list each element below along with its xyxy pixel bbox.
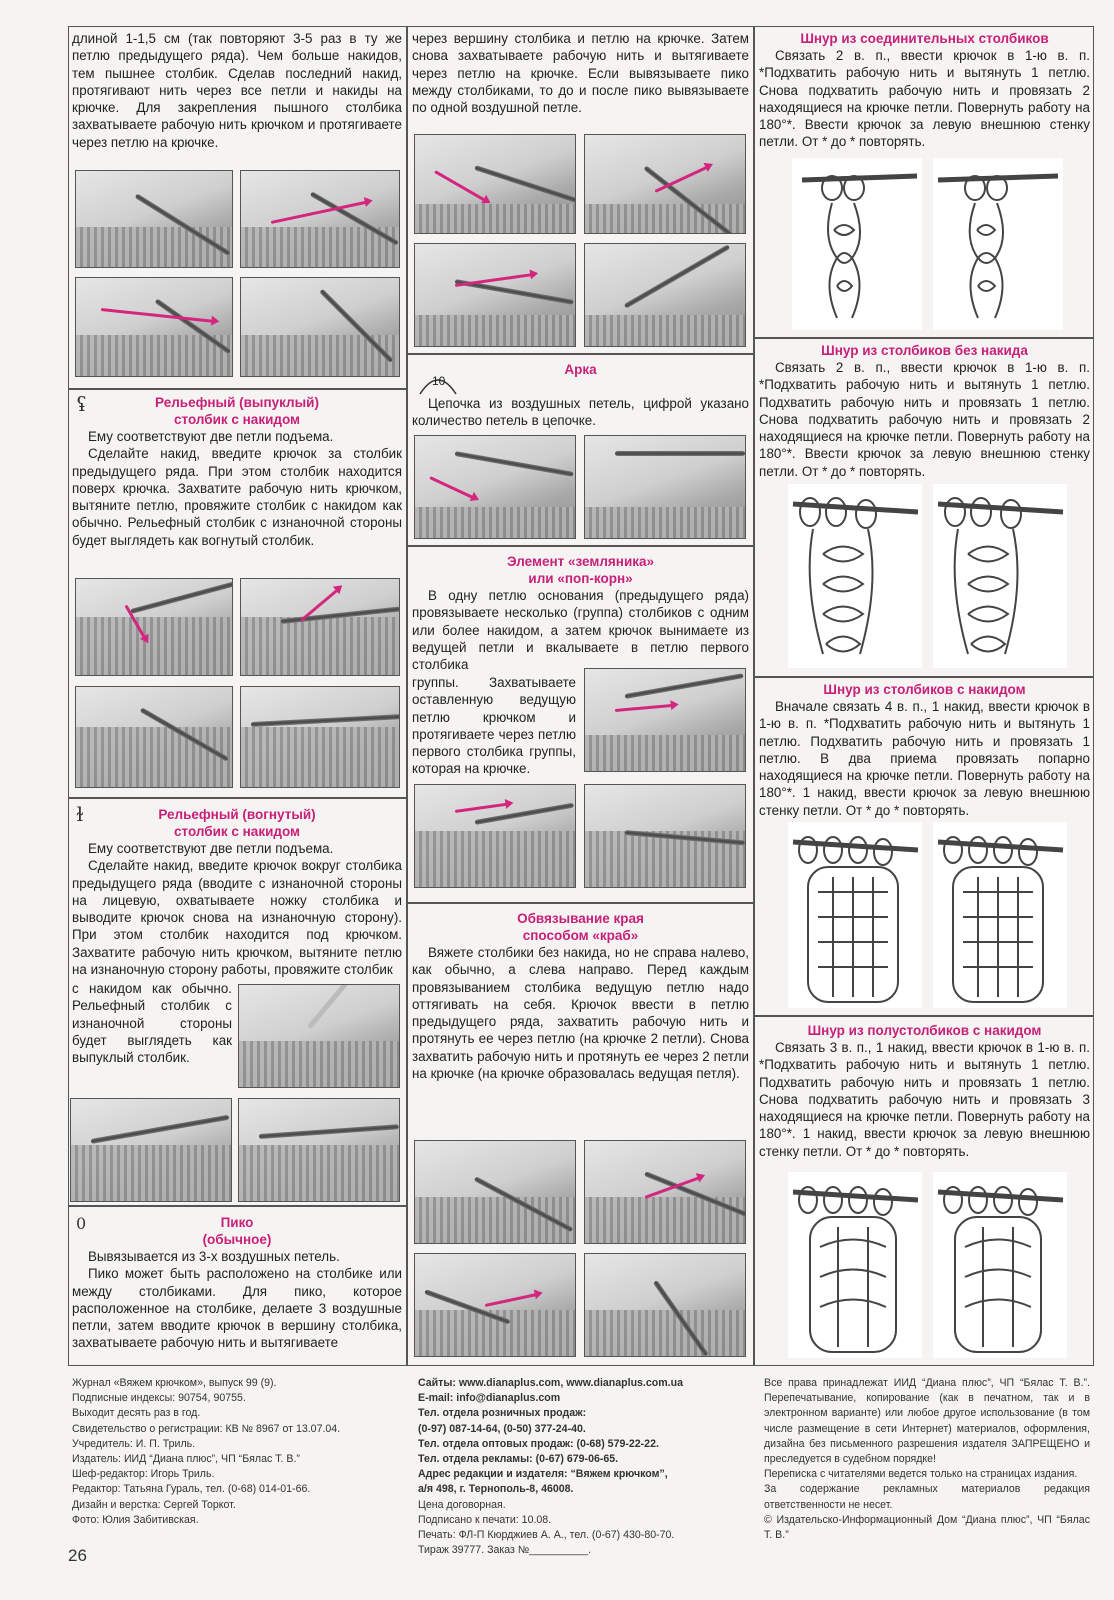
cord-diagram — [788, 822, 922, 1008]
relief-raised-stitch-symbol-icon: ʢ — [76, 392, 87, 416]
cord-diagram — [792, 158, 922, 330]
section-divider — [68, 388, 406, 390]
paragraph: Ему соответствуют две петли подъема. — [88, 429, 334, 444]
section-title: Шнур из соединительных столбиков — [800, 31, 1049, 46]
paragraph: Связать 2 в. п., ввести крючок в 1-ю в. п. *Подхватить рабочую нить и вытянуть 1 петлю. Снова подхватить рабочую нить и провязать 2 находящиеся на крючке петли. Повернуть работу на 180°*. Ввести крючок за левую внешнюю стенку петли. От * до * повторять. — [759, 48, 1090, 150]
section-title: (обычное) — [202, 1232, 272, 1247]
section-divider — [406, 545, 753, 547]
paragraph: Цепочка из воздушных петель, цифрой указано количество петель в цепочке. — [412, 396, 749, 429]
paragraph: Ему соответствуют две петли подъема. — [88, 841, 334, 856]
photo — [240, 277, 400, 377]
rights-text: Все права принадлежат ИИД “Диана плюс”, ЧП “Бялас Т. В.”. Перепечатывание, копирование (как в печатном, так и в электронном варианте) или любое другое использование (в том числе размещение в сети Интернет) материалов, оформления, дизайна без письменного разрешения издателя ЗАПРЕЩЕНО и преследуется в судебном порядке! — [764, 1377, 1090, 1466]
paragraph: с накидом как обычно. Рельефный столбик с изнаночной стороны будет выглядеть как выпуклый столбик. — [72, 981, 232, 1066]
paragraph: группы. Захватываете оставленную ведущую петлю крючком и протягиваете через петлю первого столбика группы, которая на крючке. — [412, 675, 576, 777]
section-title: Рельефный (выпуклый) — [155, 395, 319, 410]
paragraph: Связать 3 в. п., 1 накид, ввести крючок в 1-ю в. п. *Подхватить рабочую нить и вытянуть 1 петлю. Подхватить рабочую нить и провязать 1 петлю. Снова подхватить рабочую нить и провязать 3 находящиеся на крючке петли. Повернуть работу на 180°*. 1 накид, ввести крючок за левую внешнюю стенку петли. От * до * повторять. — [759, 1040, 1090, 1159]
photo — [240, 170, 400, 268]
paragraph: Пико может быть расположено на столбике или между столбиками. Для пико, которое расположенное на столбике, делаете 3 воздушные петли, затем вводите крючок в вершину столбика, захватываете рабочую нить и вытягиваете — [72, 1266, 402, 1351]
cord-diagram — [788, 484, 922, 668]
section-title: Шнур из столбиков без накида — [821, 343, 1028, 358]
paragraph: Сделайте накид, введите крючок за столбик предыдущего ряда. При этом столбик находится поверх крючка. Захватите рабочую нить крючком, вытяните петлю, провяжите столбик с накидом как обычно. Рельефный столбик с изнаночной стороны будет выглядеть как вогнутый столбик. — [72, 446, 402, 548]
imprint-line: Издатель: ИИД “Диана плюс”, ЧП “Бялас Т. В.” — [72, 1453, 300, 1466]
photo — [75, 277, 233, 377]
photo — [238, 984, 400, 1088]
photo — [75, 578, 233, 676]
photo — [240, 578, 400, 676]
contact-line: а/я 498, г. Тернополь-8, 46008. — [418, 1483, 574, 1496]
col1-intro — [72, 30, 402, 151]
picot-symbol-icon: 0 — [76, 1214, 87, 1233]
contact-line: Подписано к печати: 10.08. — [418, 1513, 552, 1526]
contact-line: Тел. отдела розничных продаж: — [418, 1407, 587, 1420]
section-title: Рельефный (вогнутый) — [158, 807, 316, 822]
contact-line: (0-97) 087-14-64, (0-50) 377-24-40. — [418, 1422, 586, 1435]
paragraph: В одну петлю основания (предыдущего ряда) провязываете несколько (группа) столбиков с одним или более накидом, а затем крючок вынимаете из ведущей петли и вкалываете в петлю первого столбика — [412, 588, 749, 673]
imprint-line: Выходит десять раз в год. — [72, 1407, 201, 1420]
photo — [584, 668, 746, 772]
section-cord-slip — [759, 30, 1090, 151]
section-divider — [406, 902, 753, 904]
contact-line: Тел. отдела рекламы: (0-67) 679-06-65. — [418, 1453, 619, 1466]
cord-diagram — [933, 158, 1063, 330]
section-popcorn — [412, 553, 749, 673]
contact-line: E-mail: info@dianaplus.com — [418, 1392, 561, 1405]
rights-text: Переписка с читателями ведется только на страницах издания. — [764, 1468, 1078, 1481]
section-relief-recessed-cont — [72, 980, 232, 1066]
section-divider — [406, 353, 753, 355]
imprint-line: Свидетельство о регистрации: КВ № 8967 от 13.07.04. — [72, 1422, 341, 1435]
photo — [70, 1098, 232, 1202]
section-title: Пико — [220, 1215, 254, 1230]
section-title: Арка — [564, 362, 597, 377]
imprint-line: Шеф-редактор: Игорь Триль. — [72, 1468, 215, 1481]
section-title: столбик с накидом — [174, 412, 300, 427]
page-number: 26 — [68, 1546, 87, 1565]
photo — [584, 784, 746, 888]
photo — [240, 686, 400, 788]
photo — [584, 435, 746, 539]
section-title: столбик с накидом — [174, 824, 300, 839]
photo — [75, 686, 233, 788]
section-popcorn-cont — [412, 674, 576, 778]
column-divider — [753, 26, 755, 1366]
paragraph: длиной 1-1,5 см (так повторяют 3-5 раз в ту же петлю предыдущего ряда). Чем больше накидов, тем пышнее столбик. Сделав последний накид, протягивают нить через все петли и накиды на крючке. Для закрепления пышного столбика захватываете рабочую нить крючком и протягиваете через петлю на крючке. — [72, 31, 402, 150]
photo — [414, 243, 576, 347]
paragraph: Вывязывается из 3-х воздушных петель. — [88, 1249, 340, 1264]
section-picot — [72, 1214, 402, 1352]
contact-line: Печать: ФЛ-П Кюрджиев А. А., тел. (0-67) 430-80-70. — [418, 1529, 675, 1542]
rights-text: © Издательско-Информационный Дом “Диана плюс”, ЧП “Бялас Т. В.” — [764, 1513, 1090, 1542]
paragraph: Вяжете столбики без накида, но не справа налево, как обычно, а слева направо. Перед каждым провязыванием столбика ведущую петлю надо оттягивать на себя. Крючок ввести в петлю предыдущего ряда, захватить рабочую нить и протянуть ее через петлю (на крючке 2 петли). Снова захватить рабочую нить и протянуть ее через 2 петли на крючке (на крючке образовалась ведущая петля). — [412, 945, 749, 1082]
section-cord-sc — [759, 342, 1090, 480]
cord-diagram — [788, 1172, 922, 1358]
photo — [584, 243, 746, 347]
photo — [584, 1140, 746, 1244]
imprint-line: Фото: Юлия Забитивская. — [72, 1513, 199, 1526]
col2-intro — [412, 30, 749, 116]
relief-recessed-stitch-symbol-icon: ɫ — [76, 802, 84, 826]
photo — [584, 1253, 746, 1357]
imprint-line: Дизайн и верстка: Сергей Торкот. — [72, 1498, 236, 1511]
paragraph: Связать 2 в. п., ввести крючок в 1-ю в. п. *Подхватить рабочую нить и вытянуть 1 петлю. Подхватить рабочую нить и провязать 1 петлю. Снова подхватить рабочую нить и провязать 2 находящиеся на крючке петли. Повернуть работу на 180°*. Ввести крючок за левую внешнюю стенку петли. От * до * повторять. — [759, 360, 1090, 479]
section-title: Шнур из полустолбиков с накидом — [807, 1023, 1042, 1038]
section-cord-hdc — [759, 1022, 1090, 1160]
contact-line: Адрес редакции и издателя: “Вяжем крючком”, — [418, 1468, 668, 1481]
paragraph: Вначале связать 4 в. п., 1 накид, ввести крючок в 1-ю в. п. *Подхватить рабочую нить и вытянуть 1 петлю. Подхватить рабочую нить и провязать 1 петлю. В два приема провязать попарно находящиеся на крючке петли. Повернуть работу на 180°*. 1 накид, ввести крючок за левую внешнюю стенку петли. От * до * повторять. — [759, 699, 1090, 818]
section-arch — [412, 361, 749, 378]
contact-line: Тел. отдела оптовых продаж: (0-68) 579-22-22. — [418, 1437, 659, 1450]
section-divider — [753, 337, 1094, 339]
section-divider — [68, 1205, 406, 1207]
photo — [414, 1253, 576, 1357]
section-title: Элемент «земляника» — [506, 554, 655, 569]
photo — [75, 170, 233, 268]
imprint-line: Подписные индексы: 90754, 90755. — [72, 1392, 246, 1405]
photo — [584, 134, 746, 234]
contact-line: Тираж 39777. Заказ №__________. — [418, 1544, 592, 1557]
photo — [414, 784, 576, 888]
footer-imprint — [72, 1376, 404, 1528]
contact-line: Цена договорная. — [418, 1498, 506, 1511]
arch-loop-count: 10 — [432, 374, 446, 388]
section-crab-stitch — [412, 910, 749, 1082]
section-title: способом «краб» — [522, 928, 639, 943]
section-title: или «поп-корн» — [528, 571, 633, 586]
contact-line: Сайты: www.dianaplus.com, www.dianaplus.com.ua — [418, 1377, 683, 1389]
section-divider — [753, 676, 1094, 678]
imprint-line: Журнал «Вяжем крючком», выпуск 99 (9). — [72, 1377, 277, 1389]
section-title: Обвязывание края — [517, 911, 644, 926]
section-divider — [68, 797, 406, 799]
section-title: Шнур из столбиков с накидом — [823, 682, 1026, 697]
section-divider — [753, 1015, 1094, 1017]
imprint-line: Учредитель: И. П. Триль. — [72, 1437, 196, 1450]
section-arch-text — [412, 395, 749, 430]
footer-contacts — [418, 1376, 748, 1558]
imprint-line: Редактор: Татьяна Гураль, тел. (0-68) 014-01-66. — [72, 1483, 311, 1496]
photo — [414, 435, 576, 539]
photo — [238, 1098, 400, 1202]
photo — [414, 134, 576, 234]
cord-diagram — [933, 484, 1067, 668]
paragraph: Сделайте накид, введите крючок вокруг столбика предыдущего ряда (вводите с изнаночной стороны на лицевую, охватываете ножку столбика и выводите крючок снова на изнаночную сторону). При этом столбик находится под крючком. Захватите рабочую нить крючком, вытяните петлю на изнаночную сторону работы, провяжите столбик — [72, 858, 402, 978]
section-cord-dc — [759, 681, 1090, 819]
cord-diagram — [933, 822, 1067, 1008]
photo — [414, 1140, 576, 1244]
section-relief-raised — [72, 394, 402, 549]
rights-text: За содержание рекламных материалов редакция ответственности не несет. — [764, 1483, 1090, 1511]
section-relief-recessed — [72, 806, 402, 978]
paragraph: через вершину столбика и петлю на крючке. Затем снова захватываете рабочую нить и вытягиваете через петлю на крючке. Если вывязываете пико между столбиками, то до и после пико вывязываете по одной воздушной петле. — [412, 31, 749, 116]
column-divider — [406, 26, 408, 1366]
cord-diagram — [933, 1172, 1067, 1358]
footer-rights — [764, 1376, 1090, 1543]
